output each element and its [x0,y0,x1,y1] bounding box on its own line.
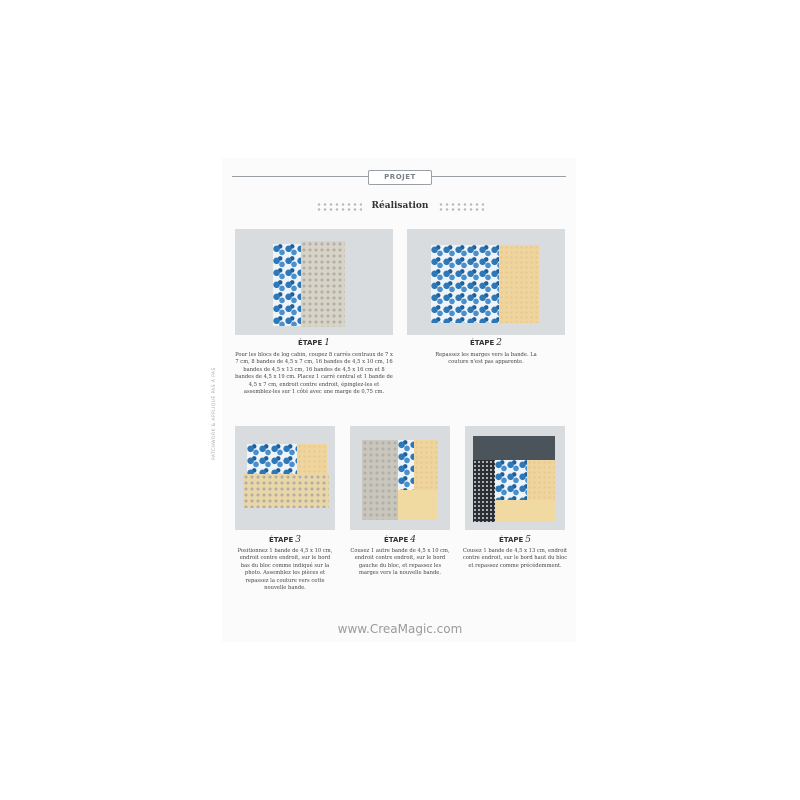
bottom-strip [495,500,555,522]
step-2-photo [407,229,565,335]
decorative-border-right [438,202,484,212]
step-4-label: ÉTAPE [383,536,409,544]
step-3-number: 3 [295,535,302,545]
step-1-text: Pour les blocs de log cabin, coupez 8 carrés centraux de 7 x 7 cm, 8 bandes de 4,5 x 7 cm, 16 bandes de 4,5 x 10 cm, 16 bandes de 4,5 x 13 cm, 16 bandes de 4,5 x 16 cm et 8 bandes de 4,5 x 19 cm. Placez 1 carré central et 1 bande de 4,5 x 7 cm, endroit contre endroit, épinglez-les et assemblez-les sur 1 côté avec une marge de 0,75 cm. [235,352,393,396]
step-5-photo [465,426,565,530]
step-4-title [350,535,450,545]
step-1-photo [235,229,393,335]
cat-fabric-square [273,244,301,326]
step-3-photo [235,426,335,530]
step-1-title [235,338,393,348]
cat-fabric-square [398,440,414,490]
step-4-number: 4 [410,535,417,545]
step-2-text: Repassez les marges vers la bande. La couture n'est pas apparente. [435,352,537,366]
step-2-number: 2 [496,338,503,348]
top-strip [473,436,555,460]
left-strip [362,440,398,520]
page-title: Réalisation [371,201,429,211]
decorative-border-left [316,202,362,212]
cat-fabric-square [431,245,499,323]
yellow-strip [414,440,438,492]
cat-fabric-square [247,444,297,474]
cat-fabric-square [495,460,527,500]
step-3-text: Positionnez 1 bande de 4,5 x 10 cm, endroit contre endroit, sur le bord bas du bloc comme indiqué sur la photo. Assemblez les pièces et repassez la couture vers cette nouvelle bande. [237,548,333,592]
step-4-text: Cousez 1 autre bande de 4,5 x 10 cm, endroit contre endroit, sur le bord gauche du bloc, et repassez les marges vers la nouvelle bande. [350,548,450,577]
bottom-strip [243,474,329,508]
yellow-strip [527,460,555,500]
step-3-title [235,535,335,545]
section-tag: PROJET [368,170,432,185]
step-1-number: 1 [324,338,331,348]
step-5-text: Cousez 1 bande de 4,5 x 13 cm, endroit contre endroit, sur le bord haut du bloc et repassez comme précédemment. [462,548,568,569]
step-5-number: 5 [525,535,532,545]
yellow-strip [297,444,327,476]
step-1-label: ÉTAPE [297,339,323,347]
patterned-strip [301,241,345,327]
step-3-label: ÉTAPE [268,536,294,544]
bottom-strip [398,490,438,520]
step-2-label: ÉTAPE [469,339,495,347]
side-running-title: PATCHWORK & APPLIQUÉ PAS À PAS [212,367,217,460]
step-5-label: ÉTAPE [498,536,524,544]
step-2-title [407,338,565,348]
step-4-photo [350,426,450,530]
step-5-title [465,535,565,545]
left-strip [473,460,495,522]
watermark-text: www.CreaMagic.com [337,622,463,636]
yellow-strip [499,245,539,323]
